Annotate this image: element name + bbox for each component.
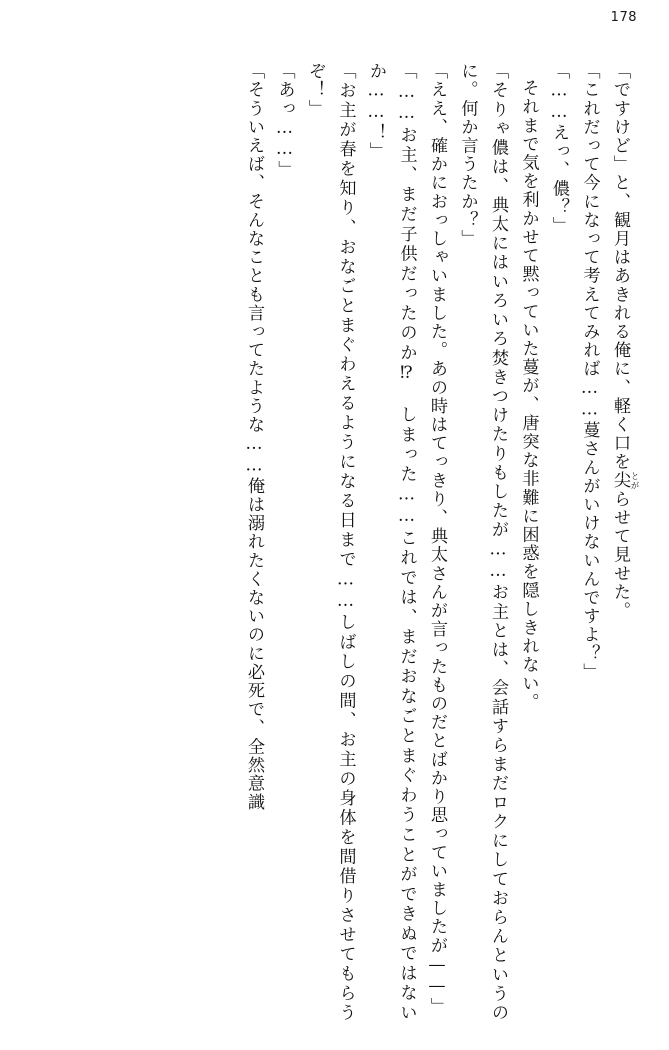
paragraph: 「これだって今になって考えてみれば……蔓さんがいけないんですよ？」 bbox=[579, 62, 600, 682]
page-number: 178 bbox=[610, 10, 637, 25]
furigana: 尖 とが bbox=[610, 471, 639, 490]
paragraph: 「ですけど」と、観月はあきれる俺に、軽く口を尖 とがらせて見せた。 bbox=[610, 62, 639, 621]
paragraph: 「……お主、まだ子供だったのか⁉ しまった……これでは、まだおなごとまぐわうことができぬではないか……！」 bbox=[366, 62, 417, 1022]
paragraph: それまで気を利かせて黙っていた蔓が、唐突な非難に困惑を隠しきれない。 bbox=[518, 79, 539, 712]
page-body-text bbox=[30, 62, 639, 1030]
paragraph: 「お主が春を知り、おなごとまぐわえるようになる日まで……しばしの間、お主の身体を間借りさせてもらうぞ！」 bbox=[305, 62, 356, 1022]
paragraph: 「……えっ、儂？」 bbox=[549, 62, 569, 235]
paragraph: 「そりゃ儂は、典太にはいろいろ焚きつけたりもしたが……お主とは、会話すらまだロクにしておらんというのに。何か言うたか？」 bbox=[457, 62, 508, 1022]
paragraph: 「ええ、確かにおっしゃいました。あの時はてっきり、典太さんが言ったものだとばかり思っていましたが——」 bbox=[427, 62, 447, 1017]
paragraph: 「そういえば、そんなことも言ってたような……俺は溺れたくないのに必死で、全然意識 bbox=[244, 62, 264, 812]
paragraph: 「あっ……」 bbox=[274, 62, 295, 180]
